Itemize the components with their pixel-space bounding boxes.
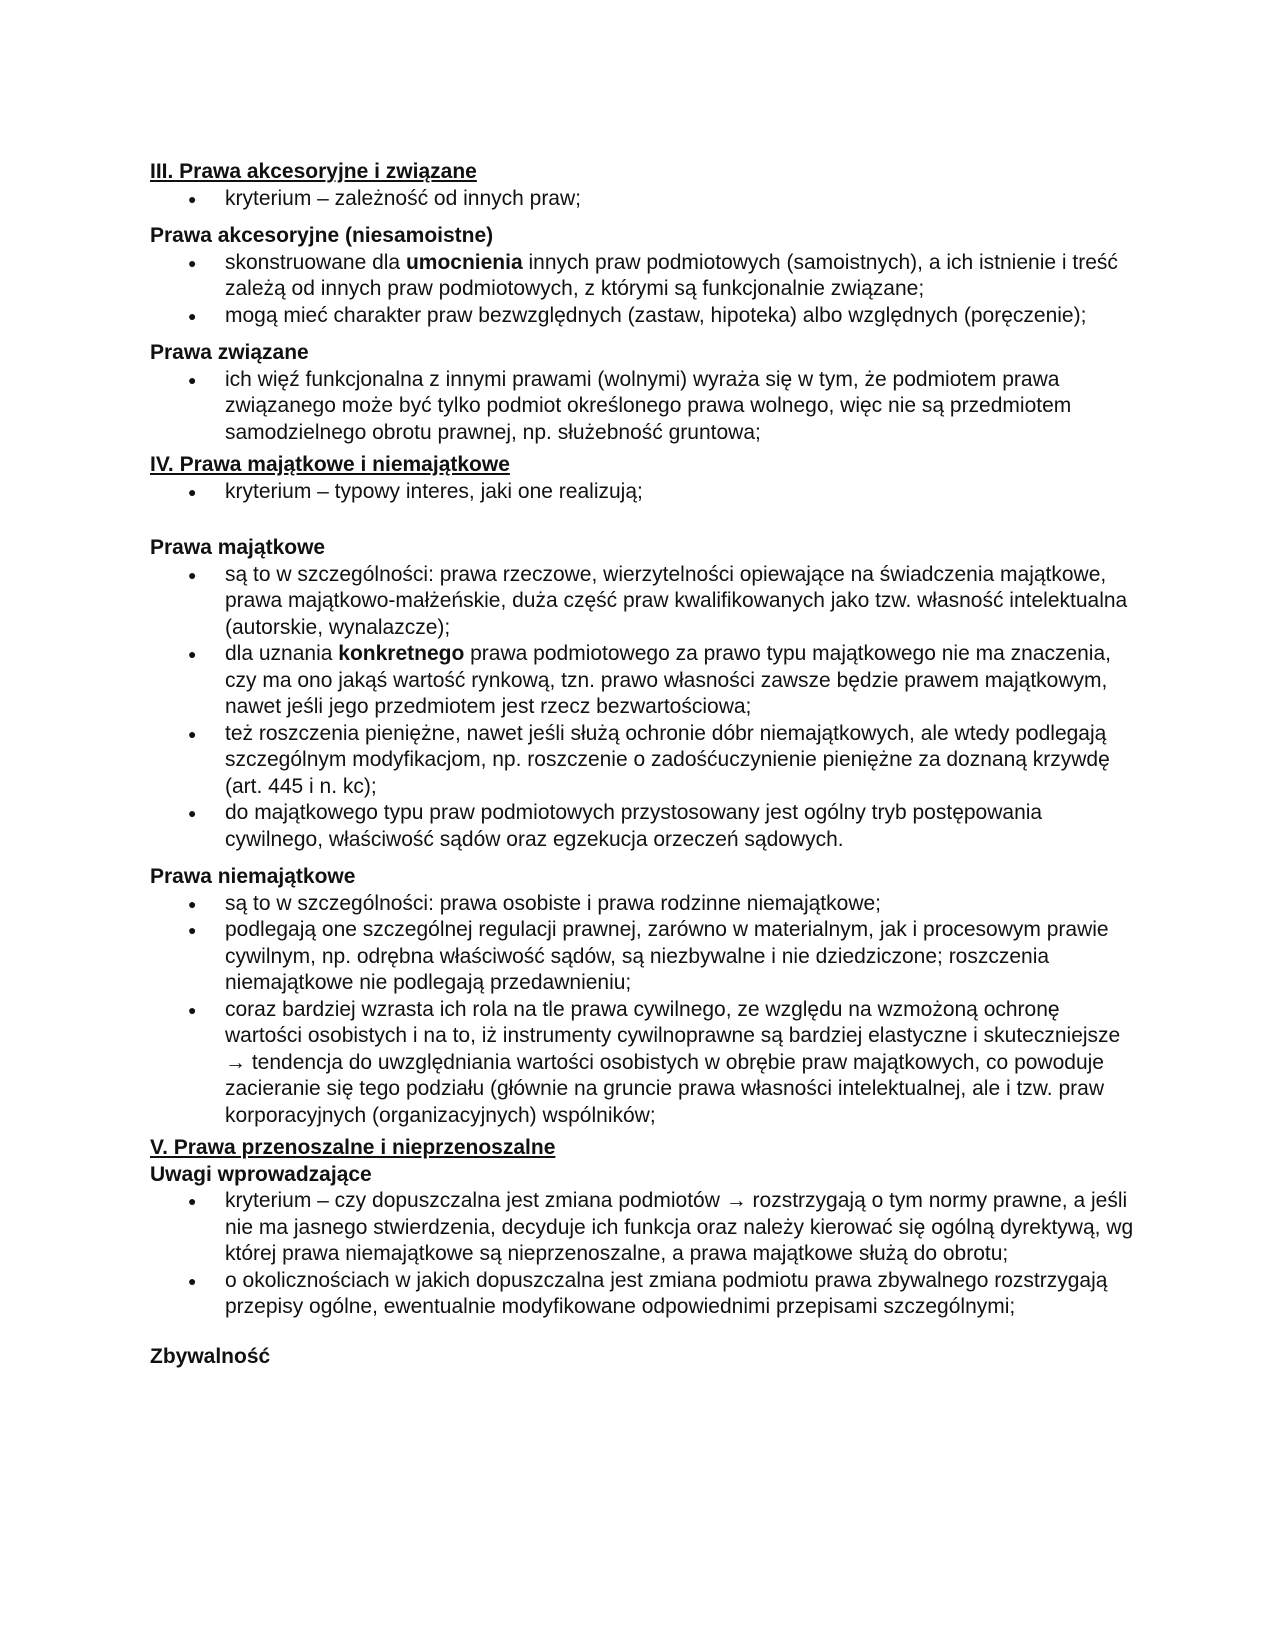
section-heading-v: V. Prawa przenoszalne i nieprzenoszalne [150, 1136, 556, 1159]
subheading-prawa-majatkowe: Prawa majątkowe [150, 536, 326, 559]
bullet-list [150, 186, 1140, 213]
bullet-icon: ● [188, 922, 197, 938]
section-heading-iii: III. Prawa akcesoryjne i związane [150, 160, 477, 183]
list-item: ● kryterium – typowy interes, jaki one realizują; [150, 479, 1140, 506]
bullet-icon: ● [188, 371, 197, 388]
bullet-list [150, 367, 1140, 447]
bullet-icon: ● [188, 307, 197, 324]
bullet-list [150, 479, 1140, 506]
list-item: ● są to w szczególności: prawa rzeczowe, wierzytelności opiewające na świadczenia majątkowe, prawa majątkowo-małżeńskie, duża część praw kwalifikowanych jako tzw. własność intelektualna (autorskie, wynalazcze); [188, 562, 1128, 639]
list-item: ● kryterium – czy dopuszczalna jest zmiana podmiotów → rozstrzygają o tym normy prawne, a jeśli nie ma jasnego stwierdzenia, decyduje ich funkcja oraz należy kierować się ogólną dyrektywą, wg której prawa niemajątkowe są nieprzenoszalne, a prawa majątkowe służą do obrotu; [188, 1189, 1134, 1265]
bullet-icon: ● [188, 805, 197, 821]
list-item: ● dla uznania konkretnego prawa podmiotowego za prawo typu majątkowego nie ma znaczenia, czy ma ono jakąś wartość rynkową, tzn. prawo własności zawsze będzie prawem majątkowym, nawet jeśli jego przedmiotem jest rzecz bezwartościowa; [188, 642, 1111, 718]
bullet-icon: ● [188, 566, 197, 583]
bullet-list [150, 250, 1140, 330]
bullet-icon: ● [188, 1001, 197, 1018]
list-item: ● o okolicznościach w jakich dopuszczalna jest zmiana podmiotu prawa zbywalnego rozstrzygają przepisy ogólne, ewentualnie modyfikowane odpowiednimi przepisami szczególnymi; [188, 1268, 1108, 1318]
subheading-prawa-zwiazane: Prawa związane [150, 341, 309, 364]
bullet-list [150, 1188, 1140, 1321]
bullet-list [150, 562, 1140, 854]
bullet-icon: ● [188, 895, 197, 912]
bullet-icon: ● [188, 190, 197, 207]
list-item: ● ich więź funkcjonalna z innymi prawami (wolnymi) wyraża się w tym, że podmiotem prawa związanego może być tylko podmiot określonego prawa wolnego, więc nie są przedmiotem samodzielnego obrotu prawnej, np. służebność gruntowa; [188, 367, 1072, 444]
list-item: ● podlegają one szczególnej regulacji prawnej, zarówno w materialnym, jak i procesowym prawie cywilnym, np. odrębna właściwość sądów, są niezbywalne i nie dziedziczone; roszczenia niemajątkowe nie podlegają przedawnieniu; [188, 918, 1109, 994]
list-item: ● też roszczenia pieniężne, nawet jeśli służą ochronie dóbr niemajątkowych, ale wtedy podlegają szczególnym modyfikacjom, np. roszczenie o zadośćuczynienie pieniężne za doznaną krzywdę (art. 445 i n. kc); [188, 721, 1110, 798]
bullet-icon: ● [188, 1272, 197, 1289]
bullet-icon: ● [188, 646, 197, 662]
bullet-icon: ● [188, 483, 197, 500]
subheading-zbywalnosc: Zbywalność [150, 1344, 271, 1368]
section-heading-iv: IV. Prawa majątkowe i niemajątkowe [150, 453, 510, 476]
document-page [150, 159, 1140, 1370]
list-item: ● skonstruowane dla umocnienia innych praw podmiotowych (samoistnych), a ich istnienie i treść zależą od innych praw podmiotowych, z którymi są funkcjonalnie związane; [188, 250, 1118, 300]
list-item: ● są to w szczególności: prawa osobiste i prawa rodzinne niemajątkowe; [150, 891, 1140, 918]
list-item: ● do majątkowego typu praw podmiotowych przystosowany jest ogólny tryb postępowania cywilnego, właściwość sądów oraz egzekucja orzeczeń sądowych. [188, 801, 1043, 851]
list-item: ● kryterium – zależność od innych praw; [150, 186, 1140, 213]
bullet-icon: ● [188, 254, 197, 271]
subheading-prawa-niemajatkowe: Prawa niemajątkowe [150, 865, 356, 888]
list-item: ● coraz bardziej wzrasta ich rola na tle prawa cywilnego, ze względu na wzmożoną ochronę wartości osobistych i na to, iż instrumenty cywilnoprawne są bardziej elastyczne i skuteczniejsze → tendencja do uwzględniania wartości osobistych w obrębie praw majątkowych, co powoduje zacieranie się tego podziału (głównie na gruncie prawa własności intelektualnej, ale i tzw. praw korporacyjnych (organizacyjnych) wspólników; [188, 997, 1121, 1127]
bullet-icon: ● [188, 725, 197, 742]
bullet-icon: ● [188, 1193, 197, 1209]
list-item: ● mogą mieć charakter praw bezwzględnych (zastaw, hipoteka) albo względnych (poręczenie); [150, 303, 1140, 330]
bullet-list [150, 891, 1140, 1130]
subheading-uwagi-wprowadzajace: Uwagi wprowadzające [150, 1162, 372, 1186]
subheading-prawa-akcesoryjne: Prawa akcesoryjne (niesamoistne) [150, 224, 494, 247]
